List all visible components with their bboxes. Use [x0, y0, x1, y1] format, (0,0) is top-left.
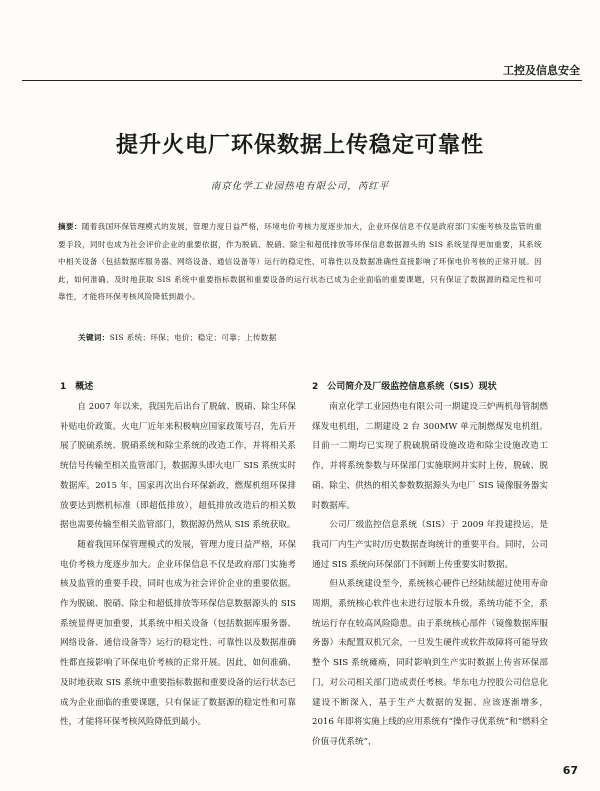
journal-section-label: 工控及信息安全 — [503, 64, 580, 77]
section-2-paragraph: 公司厂级监控信息系统（SIS）于 2009 年投建投运，是我司厂内生产实时/历史数据查询统计的重要平台。同时，公司通过 SIS 系统向环保部门不间断上传重要实时数据。 — [312, 520, 548, 570]
section-1-paragraph: 随着我国环保管理模式的发展，管理力度日益严格，环保电价考核力度逐步加大。企业环保信息不仅是政府部门实施考核及监管的重要手段，同时也成为社会评价企业的重要依据。作为脱硫、脱硝、除尘和超低排放等环保信息数据源头的 SIS 系统显得更加重要，其系统中相关设备（包括数据库服务器、网络设备、通信设备等）运行的稳定性、可靠性以及数据准确性都直接影响了环保电价考核的正常开展。因此，如何准确、及时地获取 SIS 系统中重要指标数据和重要设备的运行状态已成为企业面临的重要课题，只有保证了数据源的稳定性和可靠性，才能将环保考核风险降低到最小。 — [60, 539, 296, 728]
keywords-text: SIS 系统；环保；电价；稳定；可靠；上传数据 — [109, 333, 277, 342]
page-number: 67 — [562, 764, 578, 777]
abstract-label: 摘要： — [58, 222, 82, 231]
header-divider — [22, 80, 582, 81]
section-2-heading: 2 公司简介及厂级监控信息系统（SIS）现状 — [312, 382, 497, 392]
section-1-heading: 1 概述 — [60, 382, 94, 392]
abstract-text: 随着我国环保管理模式的发展，管理力度日益严格，环境电价考核力度逐步加大，企业环保信息不仅是政府部门实施考核及监管的重要手段，同时也成为社会评价企业的重要依据，作为脱硫、脱硝、除尘和超低排放等环保信息数据源头的 SIS 系统显得更加重要，其系统中相关设备（包括数据库服务器、网络设备、通信设备等）运行的稳定性、可靠性以及数据准确性直接影响了环保电价考核的正常开展。因此，如何准确、及时地获取 SIS 系统中重要指标数据和重要设备的运行状态已成为企业面临的重要课题，只有保证了数据源的稳定性和可靠性，才能将环保考核风险降低到最小。 — [58, 222, 542, 302]
left-column — [60, 378, 296, 733]
keywords — [78, 332, 542, 343]
article-title: 提升火电厂环保数据上传稳定可靠性 — [115, 133, 484, 158]
section-2-paragraph: 南京化学工业园热电有限公司一期建设三炉两机母管制燃煤发电机组，二期建设 2 台 300MW 单元制燃煤发电机组。目前一二期均已实现了脱硫脱硝设施改造和除尘设施改造工作，并将系统参数与环保部门实施联网并实时上传，脱硫、脱硝、除尘、供热的相关参数数据源头为电厂 SIS 镜像服务器实时数据库。 — [312, 402, 548, 511]
right-column — [312, 378, 548, 753]
section-2-paragraph: 但从系统建设至今，系统核心硬件已经陆续超过使用寿命周期，系统核心软件也未进行过版本升级，系统功能不全，系统运行存在较高风险隐患。由于系统核心部件（镜像数据库服务器）未配置双机冗余，一旦发生硬件或软件故障将可能导致整个 SIS 系统瘫痪，同时影响到生产实时数据上传省环保部门，对公司相关部门造成责任考核。华东电力控股公司信息化建设不断深入，基于生产大数据的发掘、应该逐渐增多，2016 年即将实施上线的应用系统有“操作寻优系统”和“燃料全价值寻优系统”， — [312, 579, 548, 747]
section-1-paragraph: 自 2007 年以来，我国先后出台了脱硫、脱硝、除尘环保补贴电价政策。火电厂近年来积极响应国家政策号召，先后开展了脱硫系统、脱硝系统和除尘系统的改造工作，并将相关系统信号传输至相关监管部门，数据源头即火电厂 SIS 系统实时数据库。2015 年，国家再次出台环保新政，燃煤机组环保排放要达到燃机标准（即超低排放），超低排放改造后的相关数据也需要传输至相关监管部门，数据源仍然从 SIS 系统获取。 — [60, 402, 296, 531]
abstract — [58, 218, 542, 306]
article-author: 南京化学工业园热电有限公司，芮红平 — [210, 181, 390, 192]
keywords-label: 关键词： — [78, 333, 110, 342]
